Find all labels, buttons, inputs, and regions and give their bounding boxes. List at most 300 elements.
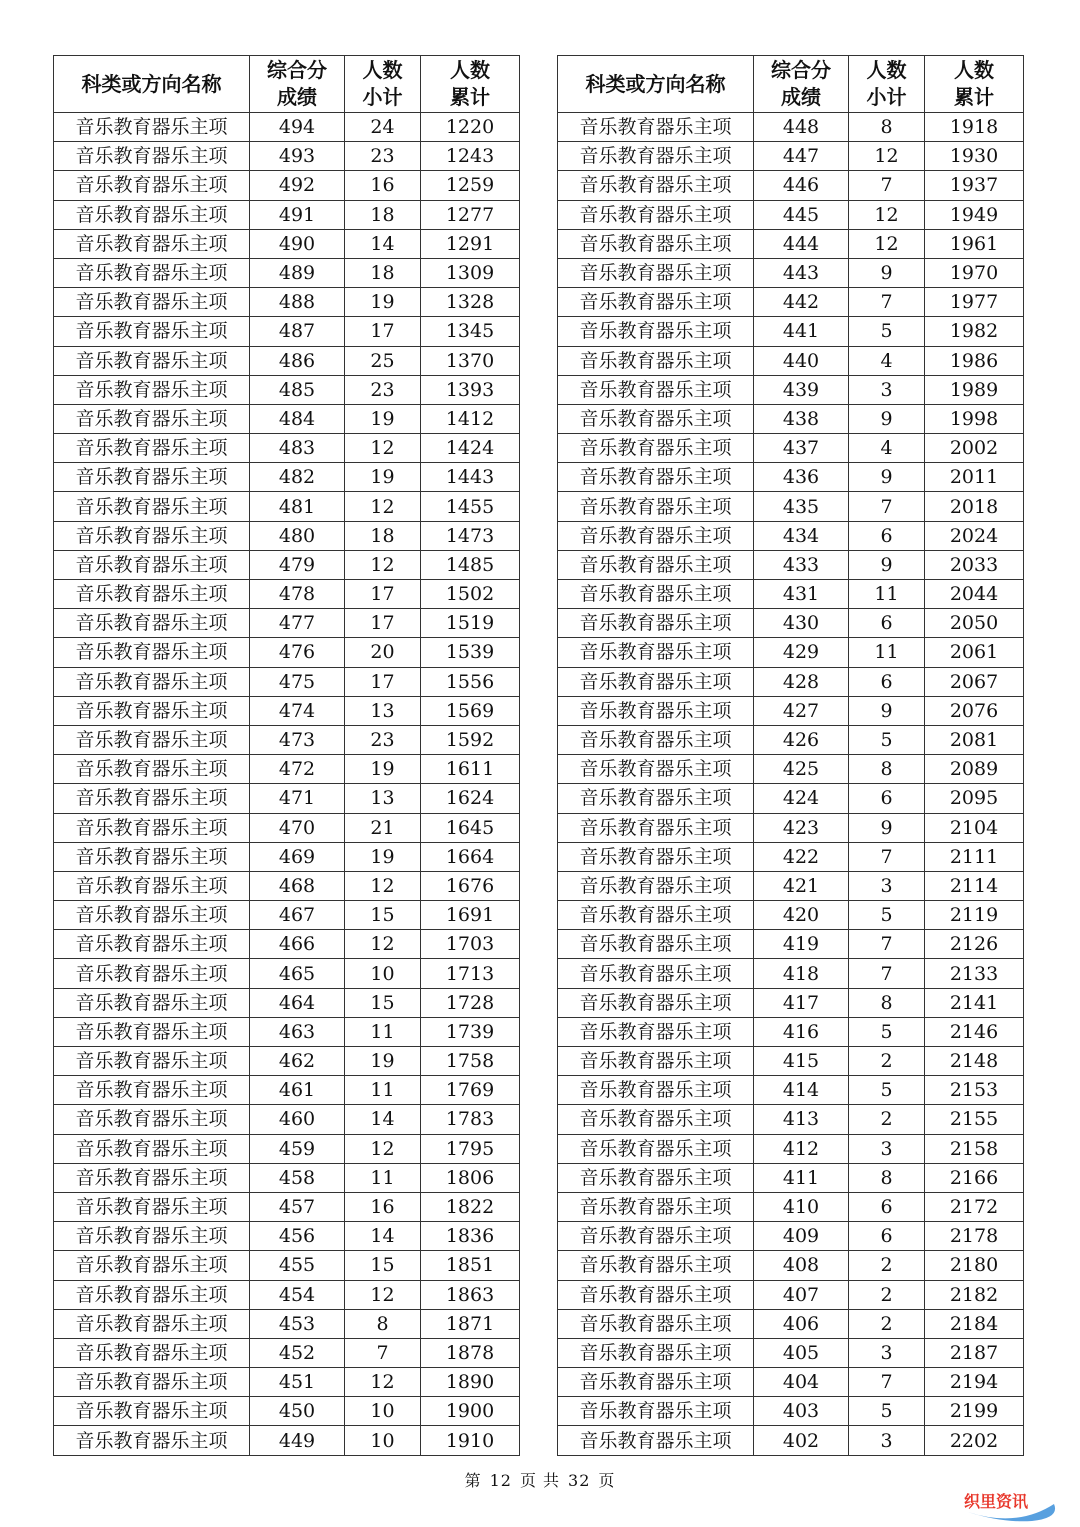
cell-count: 24 [345, 113, 421, 142]
cell-category: 音乐教育器乐主项 [558, 901, 754, 930]
header-count: 人数 小计 [345, 56, 421, 113]
cell-score: 448 [754, 113, 849, 142]
cell-count: 9 [849, 813, 925, 842]
cell-count: 4 [849, 346, 925, 375]
cell-score: 453 [250, 1309, 345, 1338]
table-row [558, 142, 1024, 171]
cell-score: 410 [754, 1192, 849, 1221]
cell-category: 音乐教育器乐主项 [558, 1076, 754, 1105]
cell-cumulative: 1556 [421, 667, 520, 696]
cell-count: 6 [849, 609, 925, 638]
table-row [558, 1426, 1024, 1455]
cell-cumulative: 2184 [925, 1309, 1024, 1338]
cell-score: 458 [250, 1163, 345, 1192]
table-row [558, 696, 1024, 725]
table-row [54, 1251, 520, 1280]
table-body-left [54, 113, 520, 1456]
cell-category: 音乐教育器乐主项 [54, 871, 250, 900]
cell-category: 音乐教育器乐主项 [54, 988, 250, 1017]
cell-count: 25 [345, 346, 421, 375]
header-count: 人数 小计 [849, 56, 925, 113]
cell-cumulative: 2182 [925, 1280, 1024, 1309]
cell-count: 11 [345, 1076, 421, 1105]
cell-score: 415 [754, 1047, 849, 1076]
cell-count: 5 [849, 725, 925, 754]
table-row [558, 1163, 1024, 1192]
cell-category: 音乐教育器乐主项 [54, 1134, 250, 1163]
table-row [558, 1017, 1024, 1046]
footer-prefix: 第 [464, 1471, 482, 1490]
cell-count: 23 [345, 142, 421, 171]
cell-count: 3 [849, 1426, 925, 1455]
cell-score: 439 [754, 375, 849, 404]
cell-cumulative: 2133 [925, 959, 1024, 988]
cell-score: 462 [250, 1047, 345, 1076]
table-row [54, 1280, 520, 1309]
cell-category: 音乐教育器乐主项 [54, 1280, 250, 1309]
score-table-left [53, 55, 520, 1456]
cell-score: 472 [250, 755, 345, 784]
cell-category: 音乐教育器乐主项 [558, 842, 754, 871]
cell-category: 音乐教育器乐主项 [54, 1397, 250, 1426]
cell-cumulative: 1863 [421, 1280, 520, 1309]
table-row [54, 229, 520, 258]
cell-score: 493 [250, 142, 345, 171]
cell-count: 7 [849, 1368, 925, 1397]
cell-category: 音乐教育器乐主项 [558, 1017, 754, 1046]
cell-category: 音乐教育器乐主项 [558, 1397, 754, 1426]
cell-cumulative: 1783 [421, 1105, 520, 1134]
cell-score: 438 [754, 404, 849, 433]
cell-score: 437 [754, 434, 849, 463]
table-row [558, 959, 1024, 988]
cell-count: 12 [345, 871, 421, 900]
cell-count: 15 [345, 1251, 421, 1280]
cell-count: 5 [849, 317, 925, 346]
cell-category: 音乐教育器乐主项 [54, 200, 250, 229]
cell-cumulative: 1539 [421, 638, 520, 667]
cell-score: 416 [754, 1017, 849, 1046]
cell-category: 音乐教育器乐主项 [54, 229, 250, 258]
table-row [558, 317, 1024, 346]
cell-count: 18 [345, 200, 421, 229]
cell-score: 414 [754, 1076, 849, 1105]
cell-category: 音乐教育器乐主项 [558, 346, 754, 375]
header-score: 综合分 成绩 [754, 56, 849, 113]
table-row [54, 1309, 520, 1338]
cell-cumulative: 1345 [421, 317, 520, 346]
cell-category: 音乐教育器乐主项 [558, 521, 754, 550]
cell-category: 音乐教育器乐主项 [54, 930, 250, 959]
cell-count: 18 [345, 521, 421, 550]
cell-count: 8 [849, 755, 925, 784]
cell-count: 6 [849, 1192, 925, 1221]
table-row [54, 784, 520, 813]
cell-count: 9 [849, 404, 925, 433]
table-row [54, 696, 520, 725]
cell-score: 460 [250, 1105, 345, 1134]
cell-category: 音乐教育器乐主项 [558, 1251, 754, 1280]
cell-count: 4 [849, 434, 925, 463]
cell-count: 7 [345, 1338, 421, 1367]
cell-score: 409 [754, 1222, 849, 1251]
cell-count: 19 [345, 404, 421, 433]
table-row [558, 1368, 1024, 1397]
cell-cumulative: 1949 [925, 200, 1024, 229]
cell-count: 19 [345, 755, 421, 784]
cell-count: 9 [849, 463, 925, 492]
cell-cumulative: 1918 [925, 113, 1024, 142]
table-row [54, 375, 520, 404]
table-row [54, 930, 520, 959]
cell-count: 6 [849, 1222, 925, 1251]
table-row [558, 463, 1024, 492]
cell-cumulative: 2061 [925, 638, 1024, 667]
cell-category: 音乐教育器乐主项 [54, 550, 250, 579]
cell-score: 465 [250, 959, 345, 988]
cell-category: 音乐教育器乐主项 [54, 901, 250, 930]
cell-score: 485 [250, 375, 345, 404]
cell-count: 5 [849, 1397, 925, 1426]
table-row [54, 1163, 520, 1192]
cell-cumulative: 1998 [925, 404, 1024, 433]
cell-category: 音乐教育器乐主项 [558, 1105, 754, 1134]
cell-cumulative: 1713 [421, 959, 520, 988]
cell-count: 17 [345, 667, 421, 696]
cell-score: 473 [250, 725, 345, 754]
cell-score: 420 [754, 901, 849, 930]
table-row [54, 1047, 520, 1076]
cell-cumulative: 1890 [421, 1368, 520, 1397]
cell-cumulative: 1624 [421, 784, 520, 813]
cell-cumulative: 2024 [925, 521, 1024, 550]
table-row [54, 434, 520, 463]
table-row [558, 1105, 1024, 1134]
table-row [54, 959, 520, 988]
cell-count: 11 [345, 1017, 421, 1046]
table-row [558, 813, 1024, 842]
cell-score: 456 [250, 1222, 345, 1251]
cell-count: 12 [345, 1280, 421, 1309]
cell-count: 12 [345, 434, 421, 463]
table-row [54, 1017, 520, 1046]
cell-score: 444 [754, 229, 849, 258]
cell-category: 音乐教育器乐主项 [558, 171, 754, 200]
cell-category: 音乐教育器乐主项 [54, 784, 250, 813]
cell-cumulative: 1443 [421, 463, 520, 492]
cell-category: 音乐教育器乐主项 [558, 375, 754, 404]
table-row [54, 842, 520, 871]
cell-cumulative: 1611 [421, 755, 520, 784]
table-row [558, 988, 1024, 1017]
table-row [54, 142, 520, 171]
cell-score: 421 [754, 871, 849, 900]
cell-cumulative: 1502 [421, 580, 520, 609]
cell-cumulative: 2146 [925, 1017, 1024, 1046]
table-row [558, 667, 1024, 696]
cell-count: 7 [849, 842, 925, 871]
cell-score: 486 [250, 346, 345, 375]
cell-category: 音乐教育器乐主项 [558, 638, 754, 667]
cell-category: 音乐教育器乐主项 [54, 580, 250, 609]
cell-count: 8 [849, 988, 925, 1017]
cell-category: 音乐教育器乐主项 [54, 1309, 250, 1338]
cell-cumulative: 1220 [421, 113, 520, 142]
cell-cumulative: 1806 [421, 1163, 520, 1192]
cell-category: 音乐教育器乐主项 [558, 1368, 754, 1397]
cell-category: 音乐教育器乐主项 [54, 1192, 250, 1221]
table-row [54, 609, 520, 638]
table-row [54, 288, 520, 317]
table-row [54, 1368, 520, 1397]
cell-cumulative: 2033 [925, 550, 1024, 579]
cell-count: 3 [849, 1338, 925, 1367]
cell-cumulative: 2178 [925, 1222, 1024, 1251]
cell-score: 405 [754, 1338, 849, 1367]
table-row [558, 1192, 1024, 1221]
cell-count: 9 [849, 550, 925, 579]
cell-count: 12 [345, 930, 421, 959]
cell-category: 音乐教育器乐主项 [54, 1076, 250, 1105]
cell-cumulative: 2002 [925, 434, 1024, 463]
cell-count: 9 [849, 696, 925, 725]
cell-cumulative: 2081 [925, 725, 1024, 754]
cell-score: 411 [754, 1163, 849, 1192]
cell-count: 8 [849, 113, 925, 142]
cell-category: 音乐教育器乐主项 [54, 842, 250, 871]
cell-category: 音乐教育器乐主项 [54, 1251, 250, 1280]
cell-score: 436 [754, 463, 849, 492]
cell-cumulative: 1795 [421, 1134, 520, 1163]
current-page-number: 12 [489, 1471, 512, 1490]
cell-score: 471 [250, 784, 345, 813]
cell-cumulative: 2158 [925, 1134, 1024, 1163]
cell-count: 6 [849, 667, 925, 696]
cell-category: 音乐教育器乐主项 [558, 1426, 754, 1455]
cell-cumulative: 2166 [925, 1163, 1024, 1192]
cell-count: 5 [849, 1017, 925, 1046]
cell-category: 音乐教育器乐主项 [54, 609, 250, 638]
cell-category: 音乐教育器乐主项 [558, 1163, 754, 1192]
cell-count: 8 [849, 1163, 925, 1192]
cell-category: 音乐教育器乐主项 [54, 755, 250, 784]
cell-count: 6 [849, 521, 925, 550]
cell-score: 466 [250, 930, 345, 959]
cell-score: 451 [250, 1368, 345, 1397]
cell-count: 17 [345, 609, 421, 638]
header-category: 科类或方向名称 [54, 56, 250, 113]
cell-cumulative: 1970 [925, 258, 1024, 287]
cell-cumulative: 1277 [421, 200, 520, 229]
cell-category: 音乐教育器乐主项 [558, 930, 754, 959]
cell-cumulative: 2153 [925, 1076, 1024, 1105]
table-row [54, 988, 520, 1017]
cell-category: 音乐教育器乐主项 [558, 200, 754, 229]
table-row [558, 930, 1024, 959]
cell-score: 434 [754, 521, 849, 550]
cell-count: 12 [345, 550, 421, 579]
cell-category: 音乐教育器乐主项 [54, 434, 250, 463]
cell-cumulative: 1769 [421, 1076, 520, 1105]
header-cumulative: 人数 累计 [925, 56, 1024, 113]
table-row [558, 1134, 1024, 1163]
cell-category: 音乐教育器乐主项 [54, 258, 250, 287]
cell-count: 16 [345, 1192, 421, 1221]
cell-cumulative: 1569 [421, 696, 520, 725]
cell-score: 478 [250, 580, 345, 609]
cell-score: 408 [754, 1251, 849, 1280]
cell-cumulative: 1309 [421, 258, 520, 287]
cell-count: 2 [849, 1280, 925, 1309]
cell-score: 435 [754, 492, 849, 521]
cell-category: 音乐教育器乐主项 [54, 1047, 250, 1076]
cell-category: 音乐教育器乐主项 [558, 1222, 754, 1251]
table-row [558, 725, 1024, 754]
cell-cumulative: 1243 [421, 142, 520, 171]
table-row [558, 901, 1024, 930]
cell-cumulative: 2119 [925, 901, 1024, 930]
cell-count: 12 [849, 142, 925, 171]
cell-count: 2 [849, 1251, 925, 1280]
cell-count: 13 [345, 696, 421, 725]
cell-category: 音乐教育器乐主项 [54, 696, 250, 725]
cell-score: 487 [250, 317, 345, 346]
cell-category: 音乐教育器乐主项 [558, 696, 754, 725]
cell-cumulative: 1592 [421, 725, 520, 754]
cell-cumulative: 1328 [421, 288, 520, 317]
cell-score: 440 [754, 346, 849, 375]
table-row [558, 346, 1024, 375]
table-row [54, 113, 520, 142]
cell-score: 461 [250, 1076, 345, 1105]
cell-cumulative: 2114 [925, 871, 1024, 900]
cell-cumulative: 1676 [421, 871, 520, 900]
table-row [54, 813, 520, 842]
cell-category: 音乐教育器乐主项 [558, 1192, 754, 1221]
table-row [54, 1426, 520, 1455]
cell-category: 音乐教育器乐主项 [558, 1134, 754, 1163]
cell-score: 419 [754, 930, 849, 959]
table-row [54, 521, 520, 550]
cell-score: 481 [250, 492, 345, 521]
cell-cumulative: 2018 [925, 492, 1024, 521]
watermark-logo [962, 1488, 1062, 1522]
cell-score: 431 [754, 580, 849, 609]
table-row [558, 638, 1024, 667]
table-row [54, 1105, 520, 1134]
cell-cumulative: 2194 [925, 1368, 1024, 1397]
table-row [54, 580, 520, 609]
table-row [54, 755, 520, 784]
footer-mid: 页 共 [519, 1471, 561, 1490]
cell-category: 音乐教育器乐主项 [558, 142, 754, 171]
table-row [558, 871, 1024, 900]
cell-score: 449 [250, 1426, 345, 1455]
cell-count: 5 [849, 1076, 925, 1105]
cell-cumulative: 2095 [925, 784, 1024, 813]
cell-score: 406 [754, 1309, 849, 1338]
table-row [54, 1076, 520, 1105]
cell-cumulative: 2126 [925, 930, 1024, 959]
cell-count: 14 [345, 229, 421, 258]
table-row [558, 229, 1024, 258]
table-row [558, 1338, 1024, 1367]
cell-category: 音乐教育器乐主项 [54, 404, 250, 433]
cell-score: 480 [250, 521, 345, 550]
cell-category: 音乐教育器乐主项 [54, 171, 250, 200]
cell-category: 音乐教育器乐主项 [558, 988, 754, 1017]
cell-score: 492 [250, 171, 345, 200]
table-row [54, 1134, 520, 1163]
cell-score: 459 [250, 1134, 345, 1163]
cell-cumulative: 1291 [421, 229, 520, 258]
cell-cumulative: 1878 [421, 1338, 520, 1367]
cell-score: 467 [250, 901, 345, 930]
cell-cumulative: 1703 [421, 930, 520, 959]
table-row [558, 288, 1024, 317]
cell-category: 音乐教育器乐主项 [54, 288, 250, 317]
table-row [558, 1309, 1024, 1338]
table-row [54, 725, 520, 754]
cell-category: 音乐教育器乐主项 [558, 258, 754, 287]
cell-score: 425 [754, 755, 849, 784]
cell-category: 音乐教育器乐主项 [558, 1338, 754, 1367]
cell-category: 音乐教育器乐主项 [54, 1222, 250, 1251]
cell-category: 音乐教育器乐主项 [558, 1280, 754, 1309]
cell-score: 407 [754, 1280, 849, 1309]
cell-score: 454 [250, 1280, 345, 1309]
cell-cumulative: 2199 [925, 1397, 1024, 1426]
cell-cumulative: 2089 [925, 755, 1024, 784]
cell-cumulative: 1836 [421, 1222, 520, 1251]
cell-count: 17 [345, 317, 421, 346]
cell-score: 488 [250, 288, 345, 317]
cell-cumulative: 1485 [421, 550, 520, 579]
footer-suffix: 页 [598, 1471, 616, 1490]
cell-count: 19 [345, 463, 421, 492]
cell-cumulative: 2141 [925, 988, 1024, 1017]
cell-cumulative: 1473 [421, 521, 520, 550]
cell-cumulative: 2011 [925, 463, 1024, 492]
table-row [54, 317, 520, 346]
cell-cumulative: 1259 [421, 171, 520, 200]
table-row [558, 404, 1024, 433]
cell-score: 468 [250, 871, 345, 900]
cell-score: 447 [754, 142, 849, 171]
table-row [558, 784, 1024, 813]
cell-cumulative: 1900 [421, 1397, 520, 1426]
cell-cumulative: 1982 [925, 317, 1024, 346]
table-row [54, 638, 520, 667]
cell-score: 446 [754, 171, 849, 200]
cell-category: 音乐教育器乐主项 [558, 609, 754, 638]
cell-category: 音乐教育器乐主项 [558, 784, 754, 813]
cell-cumulative: 2180 [925, 1251, 1024, 1280]
cell-category: 音乐教育器乐主项 [558, 113, 754, 142]
cell-count: 6 [849, 784, 925, 813]
watermark-text: 织里资讯 [964, 1492, 1029, 1511]
table-row [558, 521, 1024, 550]
cell-cumulative: 2104 [925, 813, 1024, 842]
cell-count: 20 [345, 638, 421, 667]
cell-cumulative: 1758 [421, 1047, 520, 1076]
cell-cumulative: 1645 [421, 813, 520, 842]
cell-score: 452 [250, 1338, 345, 1367]
cell-count: 5 [849, 901, 925, 930]
cell-score: 475 [250, 667, 345, 696]
cell-count: 19 [345, 842, 421, 871]
cell-category: 音乐教育器乐主项 [54, 667, 250, 696]
